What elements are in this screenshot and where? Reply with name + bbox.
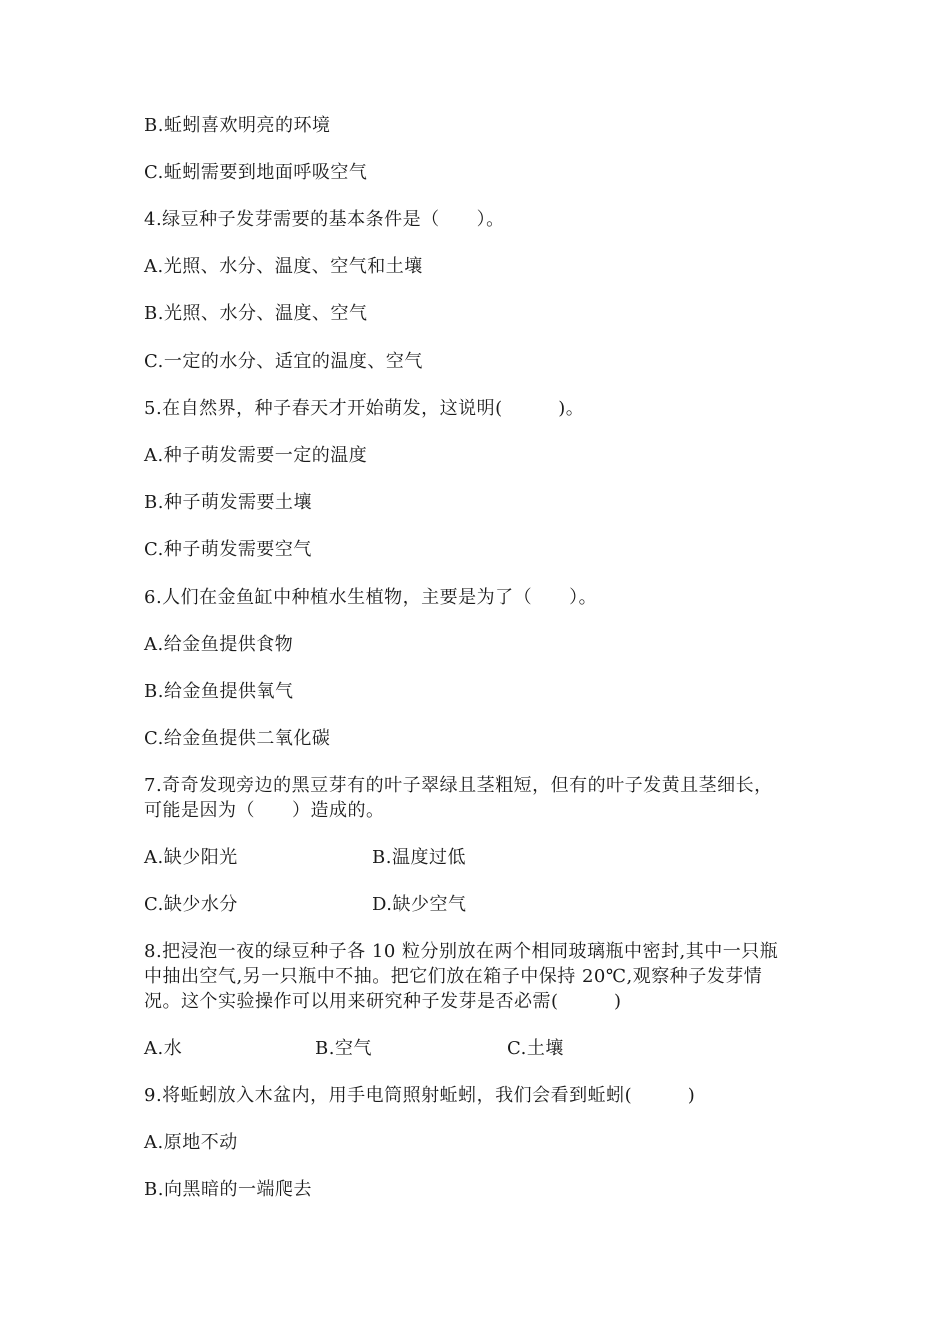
question-line: 可能是因为（ ）造成的。 (144, 800, 385, 821)
question-line: 4.绿豆种子发芽需要的基本条件是（ ）。 (144, 209, 505, 230)
option-line: A.光照、水分、温度、空气和土壤 (144, 256, 423, 277)
option-line: B.给金鱼提供氧气 (144, 681, 294, 702)
q7-option-c: C.缺少水分 (144, 894, 238, 915)
question-line: 6.人们在金鱼缸中种植水生植物，主要是为了（ ）。 (144, 587, 598, 608)
option-line: C.给金鱼提供二氧化碳 (144, 728, 331, 749)
question-line: 5.在自然界，种子春天才开始萌发，这说明( )。 (144, 398, 585, 419)
question-line: 中抽出空气,另一只瓶中不抽。把它们放在箱子中保持 20℃,观察种子发芽情 (144, 966, 763, 987)
q8-option-a: A.水 (144, 1038, 183, 1059)
option-line: A.种子萌发需要一定的温度 (144, 445, 368, 466)
option-line: B.光照、水分、温度、空气 (144, 303, 368, 324)
option-line: A.原地不动 (144, 1132, 238, 1153)
q7-option-b: B.温度过低 (372, 847, 466, 868)
option-line: C.蚯蚓需要到地面呼吸空气 (144, 162, 368, 183)
question-line: 况。这个实验操作可以用来研究种子发芽是否必需( ) (144, 991, 622, 1012)
question-line: 8.把浸泡一夜的绿豆种子各 10 粒分别放在两个相同玻璃瓶中密封,其中一只瓶 (144, 941, 779, 962)
option-line: A.给金鱼提供食物 (144, 634, 294, 655)
q7-option-d: D.缺少空气 (372, 894, 467, 915)
option-line: C.一定的水分、适宜的温度、空气 (144, 351, 423, 372)
option-line: B.种子萌发需要土壤 (144, 492, 312, 513)
option-line: B.向黑暗的一端爬去 (144, 1179, 312, 1200)
q8-option-b: B.空气 (315, 1038, 372, 1059)
option-line: C.种子萌发需要空气 (144, 539, 312, 560)
q7-option-a: A.缺少阳光 (144, 847, 238, 868)
question-line: 9.将蚯蚓放入木盆内，用手电筒照射蚯蚓，我们会看到蚯蚓( ) (144, 1085, 696, 1106)
option-line: B.蚯蚓喜欢明亮的环境 (144, 115, 331, 136)
question-line: 7.奇奇发现旁边的黑豆芽有的叶子翠绿且茎粗短，但有的叶子发黄且茎细长， (144, 775, 773, 796)
q8-option-c: C.土壤 (507, 1038, 564, 1059)
